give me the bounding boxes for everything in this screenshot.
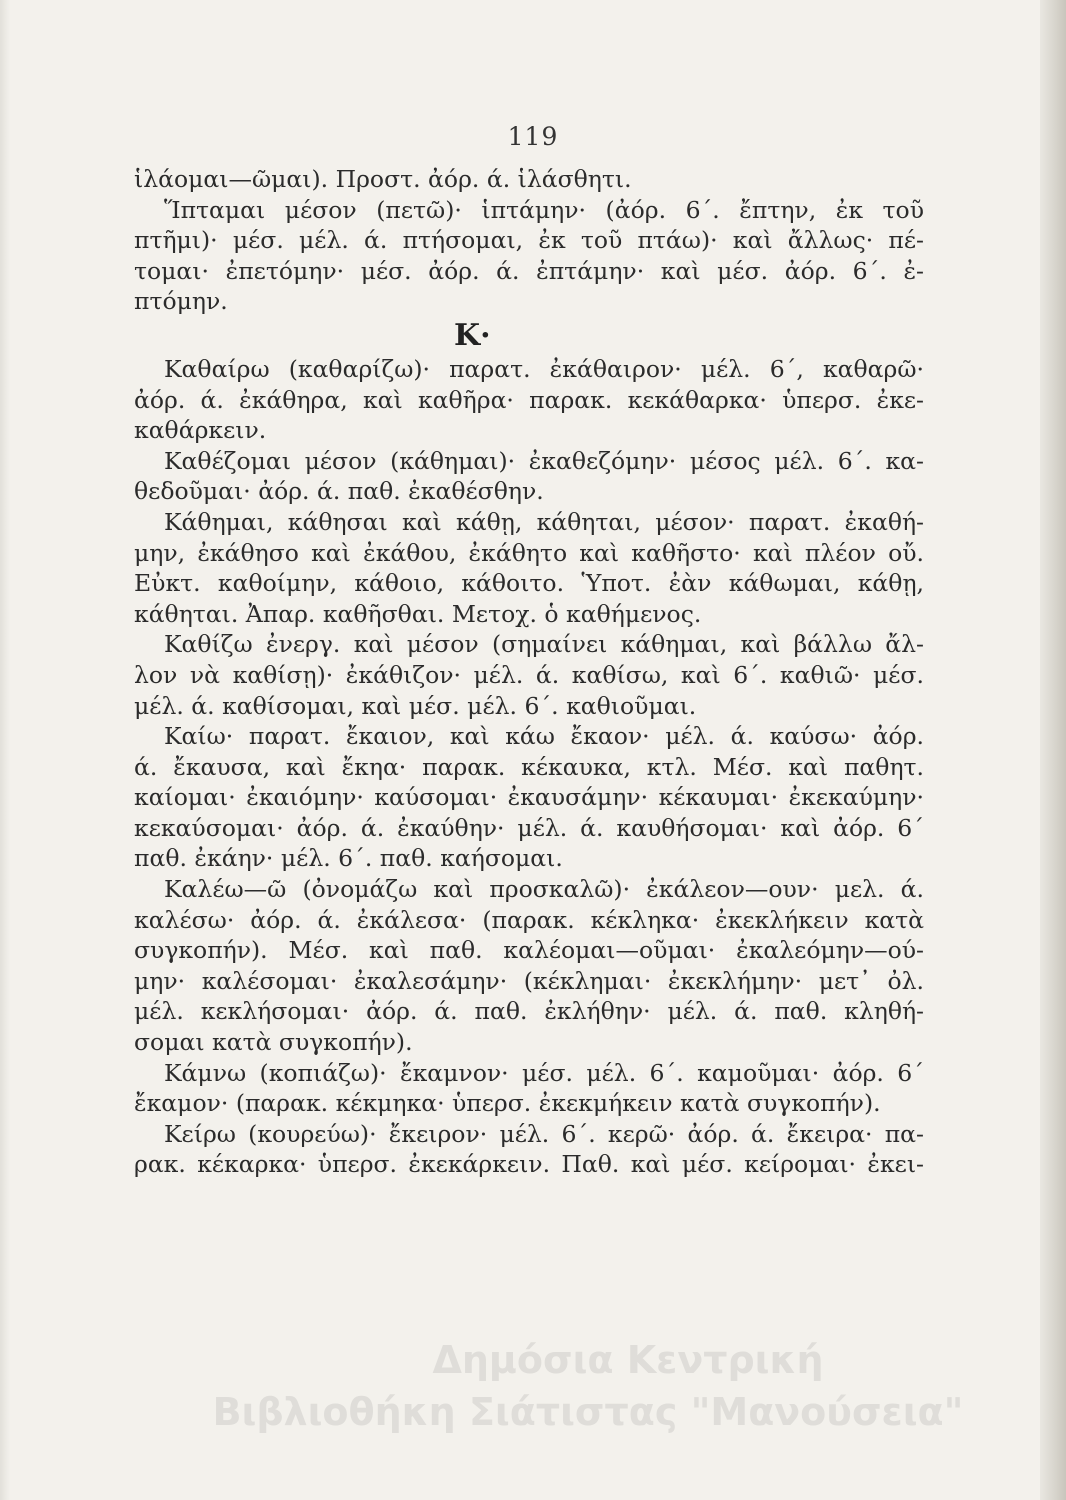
text-line: Ἵπταμαι μέσον (πετῶ)· ἱπτάμην· (ἀόρ. 6΄. ἔπτην, ἐκ τοῦ: [164, 195, 924, 224]
text-line: μέλ. κεκλήσομαι· ἀόρ. ά. παθ. ἐκλήθην· μέλ. ά. παθ. κληθή-: [134, 997, 924, 1026]
text-line: Καθέζομαι μέσον (κάθημαι)· ἐκαθεζόμην· μέσος μέλ. 6΄. κα-: [164, 446, 924, 475]
text-line: μην· καλέσομαι· ἐκαλεσάμην· (κέκλημαι· ἐκεκλήμην· μετ᾽ ὀλ.: [134, 966, 924, 995]
text-line: ἔκαμον· (παρακ. κέκμηκα· ὑπερσ. ἐκεκμήκειν κατὰ συγκοπήν).: [134, 1089, 881, 1118]
text-line: καλέσω· ἀόρ. ά. ἐκάλεσα· (παρακ. κέκληκα· ἐκεκλήκειν κατὰ: [134, 905, 924, 934]
page-right-edge: [1040, 0, 1066, 1500]
text-line: Εὐκτ. καθοίμην, κάθοιο, κάθοιτο. Ὑποτ. ἐὰν κάθωμαι, κάθῃ,: [134, 569, 924, 598]
text-line: ἀόρ. ά. ἐκάθηρα, καὶ καθῆρα· παρακ. κεκάθαρκα· ὑπερσ. ἐκε-: [134, 385, 924, 414]
page-left-edge: [0, 0, 10, 1500]
dictionary-text: [134, 164, 924, 1180]
text-line: θεδοῦμαι· ἀόρ. ά. παθ. ἐκαθέσθην.: [134, 477, 544, 506]
text-line: ἱλάομαι—ῶμαι). Προστ. ἀόρ. ά. ἱλάσθητι.: [134, 165, 632, 193]
text-line: Καλέω—ῶ (ὀνομάζω καὶ προσκαλῶ)· ἐκάλεον—ουν· μελ. ά.: [164, 875, 924, 904]
text-line: Καθίζω ἐνεργ. καὶ μέσον (σημαίνει κάθημαι, καὶ βάλλω ἄλ-: [164, 630, 924, 659]
text-line: Κάθημαι, κάθησαι καὶ κάθῃ, κάθηται, μέσον· παρατ. ἐκαθή-: [164, 507, 924, 536]
text-line: πτόμην.: [134, 287, 228, 316]
text-line: συγκοπήν). Μέσ. καὶ παθ. καλέομαι—οῦμαι· ἐκαλεόμην—ού-: [134, 936, 924, 965]
text-line: Κείρω (κουρεύω)· ἔκειρον· μέλ. 6΄. κερῶ· ἀόρ. ά. ἔκειρα· πα-: [164, 1119, 924, 1148]
text-line: κεκαύσομαι· ἀόρ. ά. ἐκαύθην· μέλ. ά. καυθήσομαι· καὶ ἀόρ. 6΄: [134, 813, 924, 842]
text-line: λον νὰ καθίσῃ)· ἐκάθιζον· μέλ. ά. καθίσω, καὶ 6΄. καθιῶ· μέσ.: [134, 660, 924, 689]
text-line: Καίω· παρατ. ἔκαιον, καὶ κάω ἔκαον· μέλ. ά. καύσω· ἀόρ.: [164, 722, 924, 751]
section-letter-heading: Κ·: [454, 317, 491, 353]
text-line: καθάρκειν.: [134, 416, 267, 445]
entries-after-heading: [134, 354, 924, 1180]
text-line: ρακ. κέκαρκα· ὑπερσ. ἐκεκάρκειν. Παθ. καὶ μέσ. κείρομαι· ἐκει-: [134, 1150, 924, 1179]
text-line: καίομαι· ἐκαιόμην· καύσομαι· ἐκαυσάμην· κέκαυμαι· ἐκεκαύμην·: [134, 783, 924, 812]
text-line: πτῆμι)· μέσ. μέλ. ά. πτήσομαι, ἐκ τοῦ πτάω)· καὶ ἄλλως· πέ-: [134, 226, 924, 255]
text-line: Καθαίρω (καθαρίζω)· παρατ. ἐκάθαιρον· μέλ. 6΄, καθαρῶ·: [164, 354, 924, 383]
text-line: παθ. ἐκάην· μέλ. 6΄. παθ. καήσομαι.: [134, 844, 563, 873]
watermark-line-1: Δημόσια Κεντρική: [432, 1338, 824, 1382]
text-line: μην, ἐκάθησο καὶ ἐκάθου, ἐκάθητο καὶ καθῆστο· καὶ πλέον οὔ.: [134, 538, 924, 567]
page-number: 119: [507, 122, 559, 151]
text-line: κάθηται. Ἀπαρ. καθῆσθαι. Μετοχ. ὁ καθήμενος.: [134, 599, 702, 628]
text-line: μέλ. ά. καθίσομαι, καὶ μέσ. μέλ. 6΄. καθιοῦμαι.: [134, 691, 697, 720]
text-line: σομαι κατὰ συγκοπήν).: [134, 1028, 413, 1057]
text-line: ά. ἔκαυσα, καὶ ἔκηα· παρακ. κέκαυκα, κτλ. Μέσ. καὶ παθητ.: [134, 752, 924, 781]
watermark-line-2: Βιβλιοθήκη Σιάτιστας "Μανούσεια": [212, 1390, 964, 1434]
text-line: τομαι· ἐπετόμην· μέσ. ἀόρ. ά. ἐπτάμην· καὶ μέσ. ἀόρ. 6΄. ἐ-: [134, 256, 924, 285]
entries-before-heading: [134, 164, 924, 317]
text-line: Κάμνω (κοπιάζω)· ἔκαμνον· μέσ. μέλ. 6΄. καμοῦμαι· ἀόρ. 6΄: [164, 1058, 924, 1087]
